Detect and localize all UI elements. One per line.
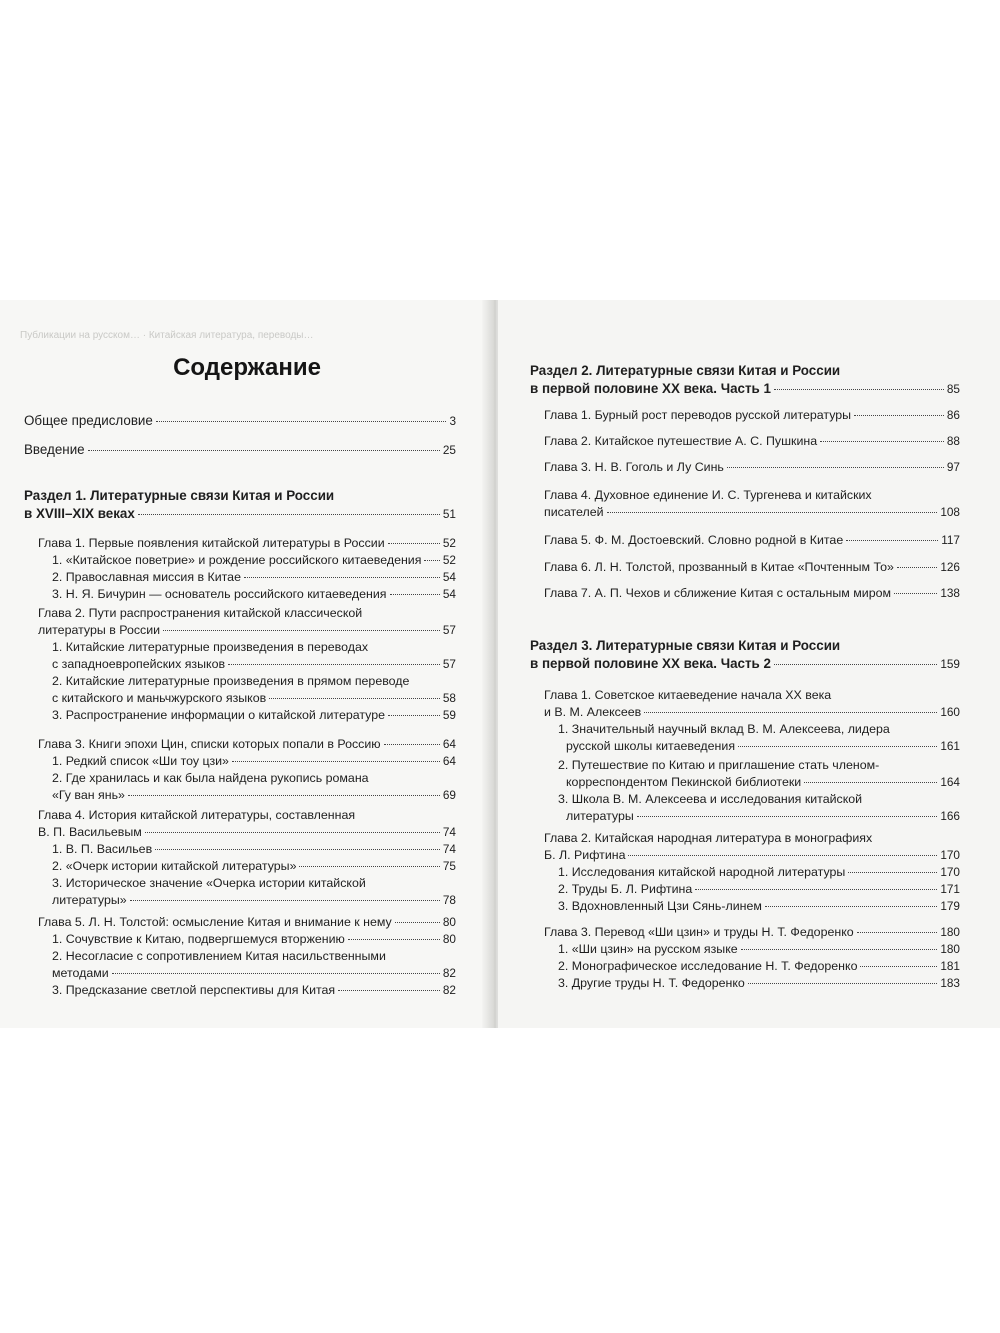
page-title: Содержание [173, 354, 321, 381]
toc-entry-preface[interactable] [24, 412, 456, 430]
toc-entry-text: 1. Сочувствие к Китаю, подвергшемуся вторжению [52, 932, 345, 946]
toc-entry-page: 170 [940, 848, 960, 862]
toc-entry-text: Глава 2. Китайское путешествие А. С. Пушкина [544, 434, 818, 448]
toc-entry-text: 2. «Очерк истории китайской литературы» [52, 859, 297, 873]
toc-subentry[interactable] [52, 965, 456, 982]
toc-subentry[interactable] [558, 975, 960, 992]
toc-subentry[interactable] [566, 808, 960, 825]
toc-entry-page: 164 [940, 775, 960, 789]
toc-entry-text: с западноевропейских языков [52, 657, 226, 671]
toc-entry-text: Глава 5. Ф. М. Достоевский. Словно родной в Китае [544, 533, 844, 547]
toc-section-3-title[interactable]: Раздел 3. Литературные связи Китая и России [530, 638, 841, 653]
toc-entry-text: Глава 3. Книги эпохи Цин, списки которых попали в Россию [38, 737, 381, 751]
toc-entry-text: Общее предисловие [24, 413, 153, 428]
toc-subentry[interactable] [52, 552, 456, 569]
toc-entry-page: 108 [940, 505, 960, 519]
right-page [498, 300, 1000, 1028]
toc-subentry[interactable] [52, 690, 456, 707]
toc-chapter-2[interactable] [38, 622, 456, 639]
toc-subentry[interactable] [52, 753, 456, 770]
toc-entry-page: 126 [940, 560, 960, 574]
toc-entry-page: 57 [442, 623, 456, 637]
toc-entry-text: литературы [566, 809, 634, 823]
toc-chapter-2-title[interactable]: Глава 2. Пути распространения китайской классической [38, 606, 363, 620]
toc-entry-text: Глава 1. Первые появления китайской литературы в России [38, 536, 385, 550]
toc-subentry[interactable] [52, 931, 456, 948]
toc-entry-text: Глава 7. А. П. Чехов и сближение Китая с остальным миром [544, 586, 892, 600]
toc-entry-text: Глава 6. Л. Н. Толстой, прозванный в Китае «Почтенным То» [544, 560, 894, 574]
toc-entry-text: 1. «Китайское поветрие» и рождение российского китаеведения [52, 553, 422, 567]
toc-chapter-3[interactable] [38, 736, 456, 753]
toc-entry-text: Глава 1. Бурный рост переводов русской литературы [544, 408, 852, 422]
toc-entry-page: 183 [940, 976, 960, 990]
running-head: Публикации на русском… · Китайская литература, переводы… [20, 330, 314, 341]
toc-chapter-1[interactable] [544, 407, 960, 424]
toc-subentry-title[interactable]: 3. Школа В. М. Алексеева и исследования китайской [558, 792, 863, 806]
toc-entry-page: 57 [442, 657, 456, 671]
toc-entry-page: 179 [940, 899, 960, 913]
left-page [0, 300, 494, 1028]
toc-entry-page: 74 [442, 842, 456, 856]
toc-subentry[interactable] [558, 864, 960, 881]
toc-chapter-1-title[interactable]: Глава 1. Советское китаеведение начала XX века [544, 688, 832, 702]
toc-subentry[interactable] [52, 656, 456, 673]
toc-entry-page: 166 [940, 809, 960, 823]
toc-entry-page: 80 [442, 915, 456, 929]
toc-entry-text: Введение [24, 442, 85, 457]
toc-entry-text: русской школы китаеведения [566, 739, 736, 753]
toc-entry-text: 3. Распространение информации о китайской литературе [52, 708, 385, 722]
toc-entry-page: 52 [442, 536, 456, 550]
toc-entry-page: 80 [442, 932, 456, 946]
toc-chapter-6[interactable] [544, 559, 960, 576]
toc-entry-page: 58 [442, 691, 456, 705]
toc-entry-text: литературы в России [38, 623, 161, 637]
toc-subentry[interactable] [566, 738, 960, 755]
toc-entry-page: 64 [442, 737, 456, 751]
toc-chapter-7[interactable] [544, 585, 960, 602]
toc-entry-page: 51 [442, 507, 456, 521]
toc-chapter-4[interactable] [544, 504, 960, 521]
toc-entry-page: 54 [442, 570, 456, 584]
toc-entry-text: корреспондентом Пекинской библиотеки [566, 775, 802, 789]
toc-subentry[interactable] [558, 941, 960, 958]
toc-entry-page: 75 [442, 859, 456, 873]
toc-entry-text: «Гу ван янь» [52, 788, 125, 802]
toc-entry-text: в XVIII–XIX веках [24, 506, 135, 521]
toc-entry-page: 159 [940, 657, 960, 671]
toc-chapter-2-title[interactable]: Глава 2. Китайская народная литература в монографиях [544, 831, 873, 845]
toc-subentry-title[interactable]: 3. Историческое значение «Очерка истории китайской [52, 876, 366, 890]
toc-subentry[interactable] [558, 881, 960, 898]
toc-entry-text: и В. М. Алексеев [544, 705, 642, 719]
toc-entry-text: 1. Редкий список «Ши тоу цзи» [52, 754, 229, 768]
toc-subentry-title[interactable]: 2. Китайские литературные произведения в прямом переводе [52, 674, 410, 688]
toc-section-1[interactable] [24, 505, 456, 523]
toc-entry-page: 54 [442, 587, 456, 601]
toc-subentry[interactable] [52, 982, 456, 999]
toc-entry-text: с китайского и маньчжурского языков [52, 691, 267, 705]
toc-entry-page: 138 [940, 586, 960, 600]
toc-entry-text: методами [52, 966, 109, 980]
toc-entry-page: 171 [940, 882, 960, 896]
toc-entry-text: 3. Н. Я. Бичурин — основатель российского китаеведения [52, 587, 387, 601]
toc-subentry-title[interactable]: 2. Где хранилась и как была найдена рукопись романа [52, 771, 369, 785]
toc-entry-page: 85 [946, 382, 960, 396]
toc-entry-page: 82 [442, 966, 456, 980]
toc-subentry-title[interactable]: 1. Китайские литературные произведения в переводах [52, 640, 369, 654]
toc-entry-page: 117 [941, 533, 960, 547]
toc-entry-text: Б. Л. Рифтина [544, 848, 626, 862]
toc-entry-text: Глава 5. Л. Н. Толстой: осмысление Китая и внимание к нему [38, 915, 392, 929]
toc-entry-page: 82 [442, 983, 456, 997]
toc-entry-text: 3. Предсказание светлой перспективы для Китая [52, 983, 336, 997]
toc-entry-text: литературы» [52, 893, 127, 907]
toc-chapter-4[interactable] [38, 824, 456, 841]
toc-subentry[interactable] [566, 774, 960, 791]
toc-entry-page: 180 [940, 942, 960, 956]
toc-entry-page: 25 [442, 443, 456, 457]
toc-chapter-2[interactable] [544, 433, 960, 450]
toc-entry-page: 160 [940, 705, 960, 719]
toc-subentry[interactable] [52, 787, 456, 804]
toc-entry-page: 181 [940, 959, 960, 973]
toc-entry-page: 88 [946, 434, 960, 448]
toc-entry-text: 2. Труды Б. Л. Рифтина [558, 882, 693, 896]
toc-entry-page: 97 [946, 460, 960, 474]
toc-entry-text: Глава 3. Н. В. Гоголь и Лу Синь [544, 460, 724, 474]
toc-chapter-2[interactable] [544, 847, 960, 864]
toc-entry-text: 2. Православная миссия в Китае [52, 570, 241, 584]
toc-subentry[interactable] [558, 958, 960, 975]
toc-subentry[interactable] [52, 707, 456, 724]
toc-entry-page: 180 [940, 925, 960, 939]
toc-section-3[interactable] [530, 655, 960, 673]
toc-entry-text: 1. Исследования китайской народной литературы [558, 865, 846, 879]
toc-entry-page: 86 [946, 408, 960, 422]
toc-subentry[interactable] [52, 586, 456, 603]
toc-subentry-title[interactable]: 2. Путешествие по Китаю и приглашение стать членом- [558, 758, 880, 772]
toc-subentry[interactable] [52, 858, 456, 875]
toc-entry-text: в первой половине XX века. Часть 1 [530, 381, 771, 396]
toc-entry-page: 69 [442, 788, 456, 802]
toc-entry-text: 3. Вдохновленный Цзи Сянь-линем [558, 899, 762, 913]
toc-entry-text: в первой половине XX века. Часть 2 [530, 656, 771, 671]
toc-chapter-1[interactable] [544, 704, 960, 721]
toc-chapter-5[interactable] [38, 914, 456, 931]
toc-section-2-title[interactable]: Раздел 2. Литературные связи Китая и России [530, 363, 841, 378]
toc-entry-page: 78 [442, 893, 456, 907]
toc-entry-page: 170 [940, 865, 960, 879]
toc-entry-text: Глава 3. Перевод «Ши цзин» и труды Н. Т. Федоренко [544, 925, 854, 939]
toc-entry-text: 1. В. П. Васильев [52, 842, 153, 856]
toc-chapter-3[interactable] [544, 924, 960, 941]
toc-entry-text: 2. Монографическое исследование Н. Т. Федоренко [558, 959, 858, 973]
toc-entry-page: 64 [442, 754, 456, 768]
toc-subentry[interactable] [52, 569, 456, 586]
toc-entry-page: 74 [442, 825, 456, 839]
toc-entry-text: 1. «Ши цзин» на русском языке [558, 942, 738, 956]
toc-entry-page: 161 [940, 739, 960, 753]
toc-entry-introduction[interactable] [24, 441, 456, 459]
toc-chapter-1[interactable] [38, 535, 456, 552]
toc-chapter-3[interactable] [544, 459, 960, 476]
toc-subentry-title[interactable]: 2. Несогласие с сопротивлением Китая насильственными [52, 949, 386, 963]
toc-entry-page: 52 [442, 553, 456, 567]
toc-entry-page: 3 [449, 414, 456, 428]
toc-entry-text: В. П. Васильевым [38, 825, 142, 839]
toc-subentry[interactable] [558, 898, 960, 915]
toc-chapter-4-title[interactable]: Глава 4. Духовное единение И. С. Тургенева и китайских [544, 488, 872, 502]
toc-chapter-5[interactable] [544, 532, 960, 549]
toc-subentry[interactable] [52, 841, 456, 858]
toc-subentry[interactable] [52, 892, 456, 909]
toc-entry-text: писателей [544, 505, 604, 519]
toc-section-2[interactable] [530, 380, 960, 398]
toc-section-1-title[interactable]: Раздел 1. Литературные связи Китая и России [24, 488, 335, 503]
toc-entry-page: 59 [442, 708, 456, 722]
toc-subentry-title[interactable]: 1. Значительный научный вклад В. М. Алексеева, лидера [558, 722, 890, 736]
toc-chapter-4-title[interactable]: Глава 4. История китайской литературы, составленная [38, 808, 356, 822]
toc-entry-text: 3. Другие труды Н. Т. Федоренко [558, 976, 745, 990]
